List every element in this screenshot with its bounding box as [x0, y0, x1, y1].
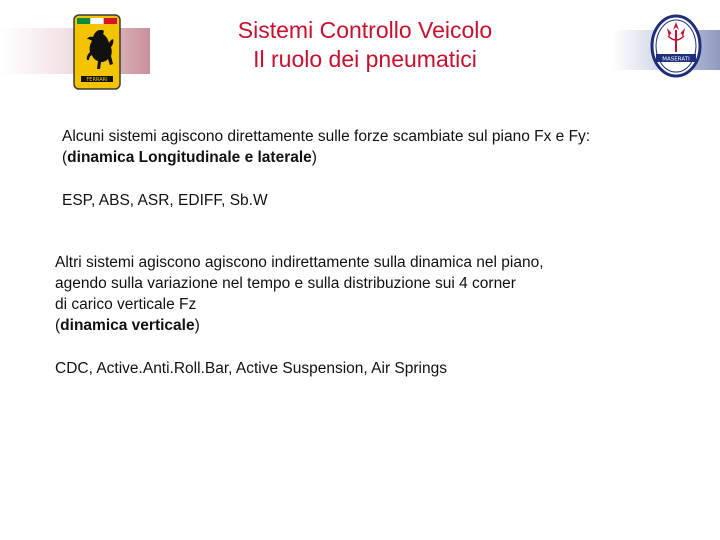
maserati-logo-text: MASERATI	[662, 56, 690, 63]
p3-line-2: agendo sulla variazione nel tempo e sulla distribuzione sui 4 corner	[55, 275, 516, 292]
p3-bold: dinamica verticale	[60, 317, 195, 334]
title-line-1: Sistemi Controllo Veicolo	[237, 17, 493, 43]
page-title	[160, 16, 570, 74]
ferrari-logo	[73, 14, 121, 90]
ferrari-logo-text: FERRARI	[86, 77, 108, 83]
paragraph-indirect-list: CDC, Active.Anti.Roll.Bar, Active Suspension, Air Springs	[55, 360, 447, 377]
p1-line-1: Alcuni sistemi agiscono direttamente sulle forze scambiate sul piano Fx e Fy:	[62, 128, 591, 145]
p1-bold: dinamica Longitudinale e laterale	[67, 149, 312, 166]
paragraph-direct-systems	[62, 126, 590, 168]
title-line-2: Il ruolo dei pneumatici	[253, 46, 477, 72]
maserati-logo	[650, 14, 702, 78]
paragraph-indirect-systems	[55, 252, 544, 336]
p3-line-1: Altri sistemi agiscono agiscono indirettamente sulla dinamica nel piano,	[55, 254, 544, 271]
p3-line-3: di carico verticale Fz	[55, 296, 197, 313]
p3-line-4: (dinamica verticale)	[55, 317, 200, 334]
p1-line-2: (dinamica Longitudinale e laterale)	[62, 149, 317, 166]
paragraph-direct-list: ESP, ABS, ASR, EDIFF, Sb.W	[62, 192, 268, 209]
